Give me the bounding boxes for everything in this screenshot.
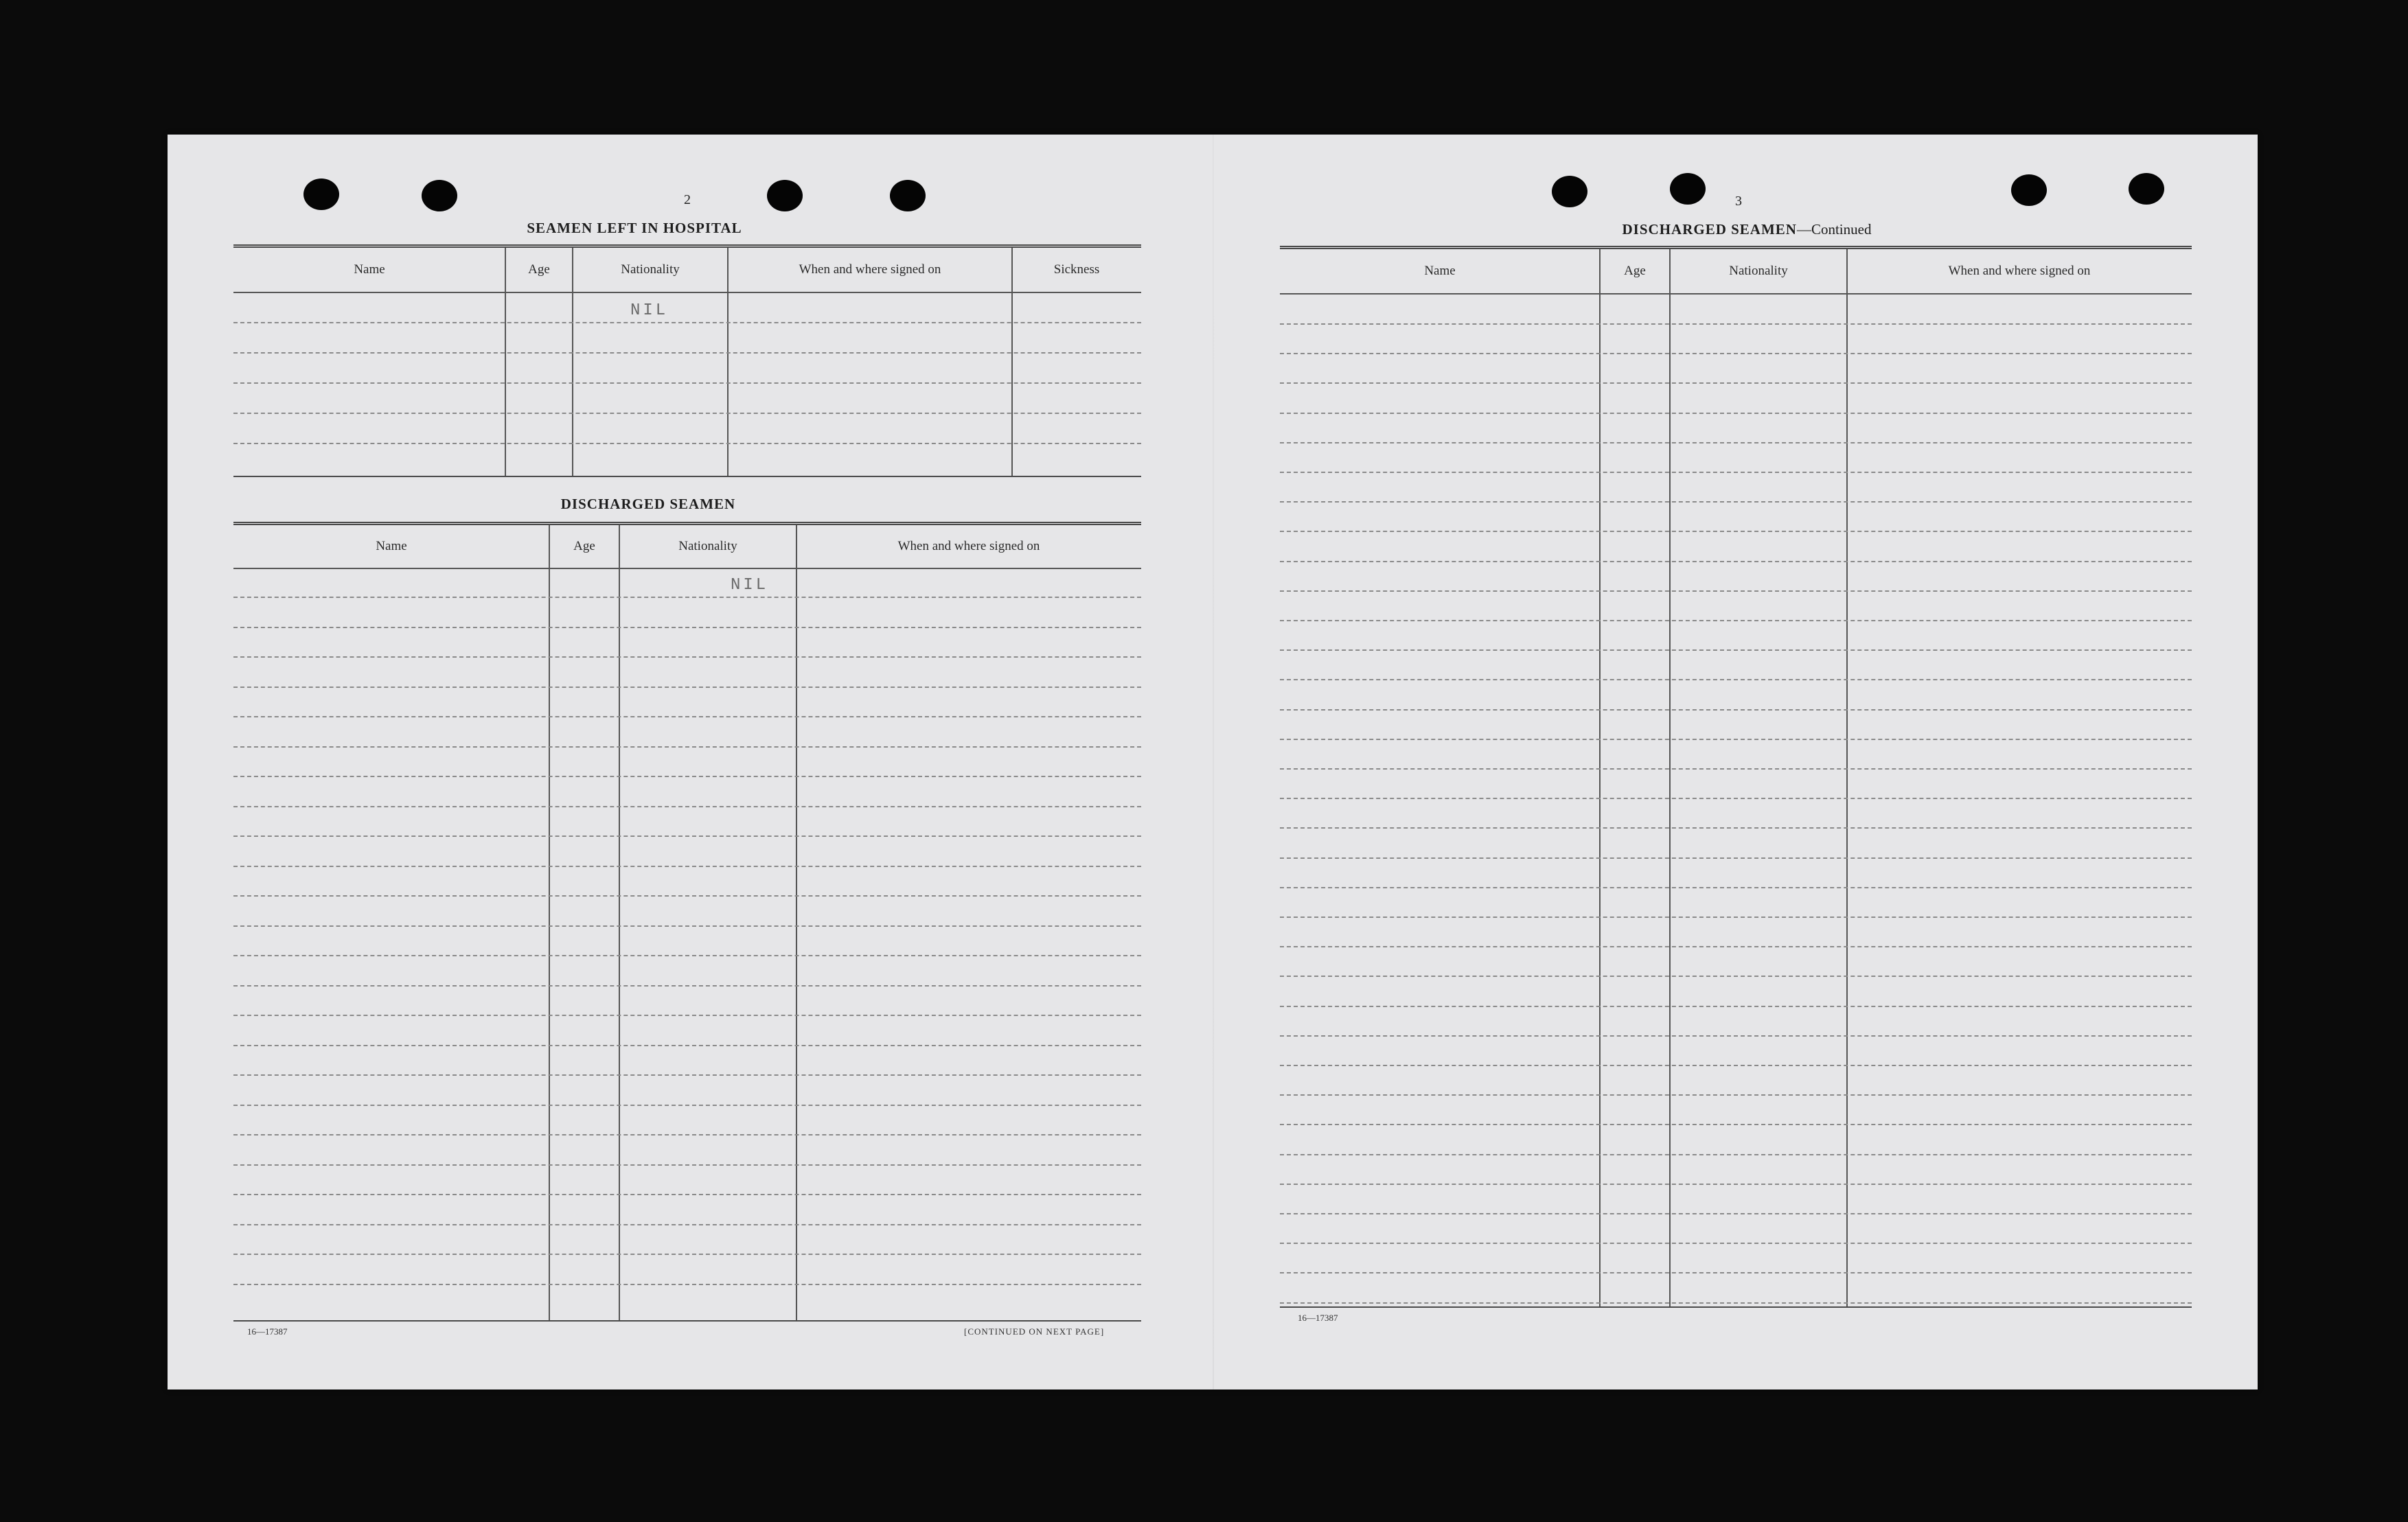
hospital-table-header (233, 248, 1141, 293)
column-divider (1669, 249, 1671, 1306)
column-divider (619, 525, 620, 1320)
nationality-entry: NIL (630, 301, 669, 320)
ruled-line (1280, 739, 2192, 740)
ruled-line (1280, 1272, 2192, 1273)
ruled-line (1280, 946, 2192, 947)
ruled-line (1280, 561, 2192, 562)
col-header-age: Age (573, 539, 595, 553)
discharged-title-text: DISCHARGED SEAMEN (560, 496, 736, 512)
col-header-signed-on: When and where signed on (1948, 264, 2091, 278)
ruled-line (233, 352, 1141, 354)
ruled-line (1280, 857, 2192, 859)
discharged-section-title (456, 496, 840, 513)
ruled-line (1280, 353, 2192, 354)
continued-suffix: —Continued (1796, 221, 1872, 238)
page-number-right: 3 (1735, 194, 1742, 209)
ruled-line (233, 746, 1141, 748)
ruled-line (233, 1284, 1141, 1285)
ruled-line (1280, 1065, 2192, 1066)
ruled-line (1280, 916, 2192, 918)
ruled-line (233, 985, 1141, 987)
continued-note: [CONTINUED ON NEXT PAGE] (964, 1326, 1105, 1337)
hospital-title-text: SEAMEN LEFT IN HOSPITAL (527, 220, 742, 236)
register-sheet (168, 135, 2258, 1390)
ruled-line (233, 776, 1141, 777)
ruled-line (233, 322, 1141, 323)
punch-hole (422, 180, 457, 211)
hospital-table (233, 244, 1141, 477)
ruled-line (1280, 442, 2192, 443)
ruled-line (1280, 649, 2192, 651)
punch-hole (303, 178, 339, 210)
column-divider (727, 248, 729, 476)
col-header-signed-on: When and where signed on (799, 262, 941, 277)
ruled-line (1280, 827, 2192, 829)
punch-hole (890, 180, 926, 211)
ruled-line (1280, 887, 2192, 888)
discharged-continued-title-text: DISCHARGED SEAMEN (1622, 221, 1797, 238)
page-fold (1213, 135, 1214, 1390)
punch-hole (2129, 173, 2164, 205)
column-divider (796, 525, 797, 1320)
discharged-table-left (233, 522, 1141, 1322)
col-header-nationality: Nationality (678, 539, 737, 553)
ruled-line (233, 835, 1141, 837)
discharged-left-header (233, 525, 1141, 569)
column-divider (572, 248, 573, 476)
col-header-nationality: Nationality (1729, 264, 1788, 278)
ruled-line (1280, 798, 2192, 799)
column-divider (505, 248, 506, 476)
punch-hole (1670, 173, 1706, 205)
hospital-section-title (401, 220, 868, 237)
ruled-line (1280, 1213, 2192, 1214)
ruled-line (1280, 531, 2192, 532)
form-code-left: 16—17387 (247, 1326, 288, 1337)
column-divider (549, 525, 550, 1320)
col-header-name: Name (354, 262, 385, 277)
ruled-line (1280, 501, 2192, 503)
column-divider (1599, 249, 1601, 1306)
ruled-line (233, 687, 1141, 688)
ruled-line (233, 627, 1141, 628)
ruled-line (233, 413, 1141, 414)
ruled-line (233, 716, 1141, 717)
column-divider (1846, 249, 1848, 1306)
ruled-line (1280, 1035, 2192, 1037)
ruled-line (1280, 768, 2192, 770)
ruled-line (1280, 1302, 2192, 1304)
nationality-entry: NIL (731, 576, 769, 595)
ruled-line (233, 955, 1141, 956)
ruled-line (233, 1074, 1141, 1076)
ruled-line (1280, 709, 2192, 711)
ruled-line (233, 443, 1141, 444)
ruled-line (233, 1254, 1141, 1255)
ruled-line (1280, 472, 2192, 473)
ruled-line (1280, 382, 2192, 384)
ruled-line (233, 1045, 1141, 1046)
col-header-name: Name (1424, 264, 1456, 278)
form-code-right: 16—17387 (1298, 1313, 1338, 1323)
punch-hole (767, 180, 803, 211)
ruled-line (233, 1134, 1141, 1135)
ruled-line (233, 1015, 1141, 1016)
ruled-line (1280, 976, 2192, 977)
ruled-line (233, 895, 1141, 897)
ruled-line (233, 1105, 1141, 1106)
col-header-age: Age (528, 262, 550, 277)
discharged-table-right (1280, 246, 2192, 1308)
page-number-left: 2 (684, 192, 691, 207)
ruled-line (1280, 679, 2192, 680)
ruled-line (1280, 1094, 2192, 1096)
ruled-line (233, 1224, 1141, 1225)
ruled-line (233, 866, 1141, 867)
ruled-line (1280, 620, 2192, 621)
col-header-nationality: Nationality (621, 262, 680, 277)
punch-hole (2011, 174, 2047, 206)
ruled-line (1280, 323, 2192, 325)
col-header-age: Age (1624, 264, 1646, 278)
ruled-line (1280, 1154, 2192, 1155)
discharged-right-header (1280, 249, 2192, 295)
ruled-line (233, 1194, 1141, 1195)
ruled-line (1280, 413, 2192, 414)
discharged-continued-title (1472, 221, 2021, 238)
ruled-line (1280, 1124, 2192, 1125)
ruled-line (1280, 1006, 2192, 1007)
punch-hole (1552, 176, 1587, 207)
ruled-line (233, 806, 1141, 807)
column-divider (1011, 248, 1013, 476)
ruled-line (1280, 1184, 2192, 1185)
ruled-line (233, 656, 1141, 658)
ruled-line (1280, 590, 2192, 592)
ruled-line (233, 925, 1141, 927)
ruled-line (1280, 1243, 2192, 1244)
ruled-line (233, 597, 1141, 598)
ruled-line (233, 1164, 1141, 1166)
col-header-signed-on: When and where signed on (897, 539, 1040, 553)
col-header-name: Name (376, 539, 407, 553)
ruled-line (233, 382, 1141, 384)
col-header-sickness: Sickness (1053, 262, 1100, 277)
